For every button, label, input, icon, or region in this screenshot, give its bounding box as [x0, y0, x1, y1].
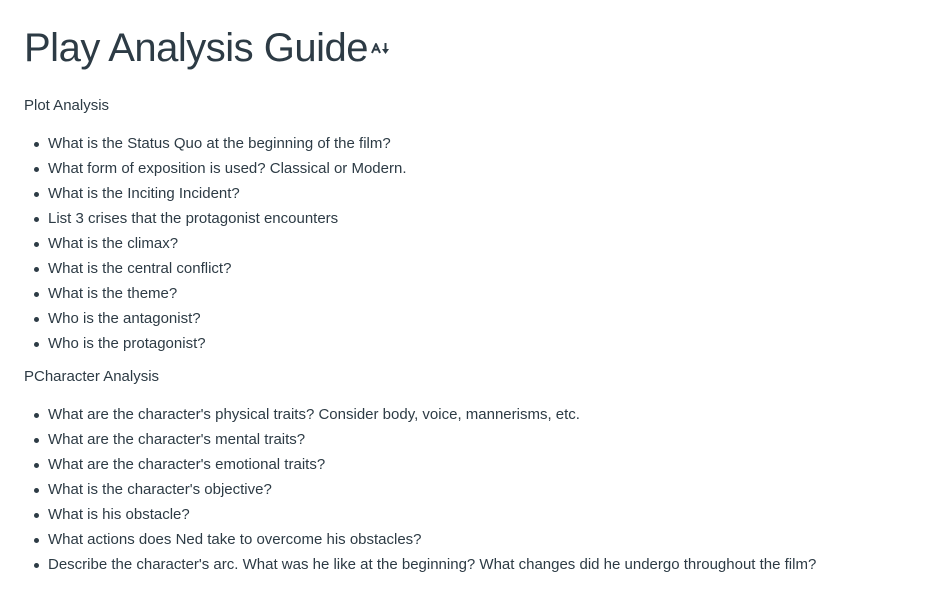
immersive-reader-icon[interactable]: [371, 42, 391, 56]
page-title: Play Analysis Guide: [24, 26, 369, 70]
list-item: What is the central conflict?: [24, 256, 924, 281]
list-item: What is the Status Quo at the beginning of the film?: [24, 131, 924, 156]
list-item: What actions does Ned take to overcome his obstacles?: [24, 527, 924, 552]
list-item: Describe the character's arc. What was he like at the beginning? What changes did he undergo throughout the film?: [24, 552, 924, 577]
list-item: What are the character's mental traits?: [24, 427, 924, 452]
list-item: What is his obstacle?: [24, 502, 924, 527]
list-item: What are the character's emotional traits?: [24, 452, 924, 477]
list-item: What form of exposition is used? Classical or Modern.: [24, 156, 924, 181]
list-item: Who is the protagonist?: [24, 331, 924, 356]
plot-analysis-heading: Plot Analysis: [24, 97, 110, 114]
list-item: What is the Inciting Incident?: [24, 181, 924, 206]
list-item: List 3 crises that the protagonist encounters: [24, 206, 924, 231]
list-item: Who is the antagonist?: [24, 306, 924, 331]
plot-question-list: [24, 131, 924, 356]
list-item: What is the climax?: [24, 231, 924, 256]
page-content: [24, 22, 924, 577]
list-item: What is the theme?: [24, 281, 924, 306]
character-question-list: [24, 402, 924, 577]
list-item: What is the character's objective?: [24, 477, 924, 502]
character-analysis-heading: PCharacter Analysis: [24, 368, 160, 385]
list-item: What are the character's physical traits? Consider body, voice, mannerisms, etc.: [24, 402, 924, 427]
title-row: [24, 22, 924, 74]
